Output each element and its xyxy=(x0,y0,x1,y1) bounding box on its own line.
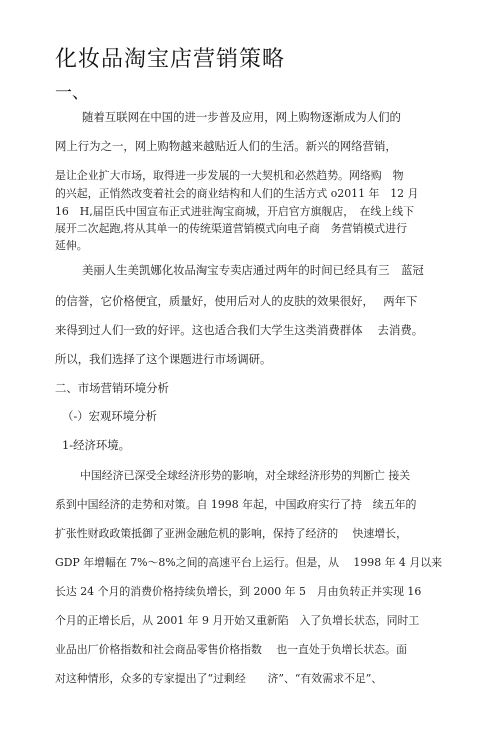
paragraph-line: 美丽人生美凯娜化妆品淘宝专卖店通过两年的时间已经具有三 蓝冠 xyxy=(82,263,424,277)
paragraph-line: 的兴起，正悄然改变着社会的商业结构和人们的生活方式 o2011 年 12 月 xyxy=(55,187,419,200)
section-1-heading: 一、 xyxy=(55,83,89,103)
paragraph-line: 来得到过人们一致的好评。这也适合我们大学生这类消费群体 去消费。 xyxy=(55,323,424,337)
paragraph-line: 是让企业扩大市场，取得进一步发展的一大契机和必然趋势。网络购 物 xyxy=(55,169,404,182)
section-2-heading: 二、市场营销环境分析 xyxy=(55,381,169,395)
paragraph-line: GDP 年增幅在 7%～8%之间的高速平台上运行。但是，从 1998 年 4 月以来 xyxy=(55,556,442,569)
paragraph-line: 展开二次起跑,将从其单一的传统渠道营销模式向电子商 务营销模式进行 xyxy=(55,222,407,235)
paragraph-line: 网上行为之一，网上购物越来越贴近人们的生活。新兴的网络营销， xyxy=(55,139,397,153)
subsection-heading: （-）宏观环境分析 xyxy=(62,409,157,423)
document-title: 化妆品淘宝店营销策略 xyxy=(55,47,286,72)
paragraph-line: 业品出厂价格指数和社会商品零售价格指数 也一直处于负增长状态。面 xyxy=(55,643,407,656)
subsection-item: 1-经济环境。 xyxy=(62,438,131,452)
paragraph-line: 对这种情形，众多的专家提出了“过剩经 济”、“有效需求不足”、 xyxy=(55,672,383,685)
paragraph-line: 所以，我们选择了这个课题进行市场调研。 xyxy=(55,352,272,366)
paragraph-line: 的信誉，它价格便宜，质量好，使用后对人的皮肤的效果很好， 两年下 xyxy=(55,294,418,308)
paragraph-line: 16 H,届臣氏中国宣布正式进驻淘宝商城，开启官方旗舰店， 在线上线下 xyxy=(55,205,414,218)
paragraph-line: 扩张性财政政策抵御了亚洲金融危机的影响，保持了经济的 快速增长， xyxy=(55,527,407,540)
paragraph-line: 随着互联网在中国的进一步普及应用，网上购物逐渐成为人们的 xyxy=(82,110,401,124)
paragraph-line: 系到中国经济的走势和对策。自 1998 年起，中国政府实行了持 续五年的 xyxy=(55,498,417,511)
paragraph-line: 个月的正增长后，从 2001 年 9 月开始又重新陷 入了负增长状态，同时工 xyxy=(55,614,420,627)
paragraph-line: 长达 24 个月的消费价格持续负增长，到 2000 年 5 月由负转正并实现 16 xyxy=(55,585,422,598)
paragraph-line: 延伸。 xyxy=(55,239,88,252)
paragraph-line: 中国经济已深受全球经济形势的影响，对全球经济形势的判断亡 接关 xyxy=(80,469,411,482)
